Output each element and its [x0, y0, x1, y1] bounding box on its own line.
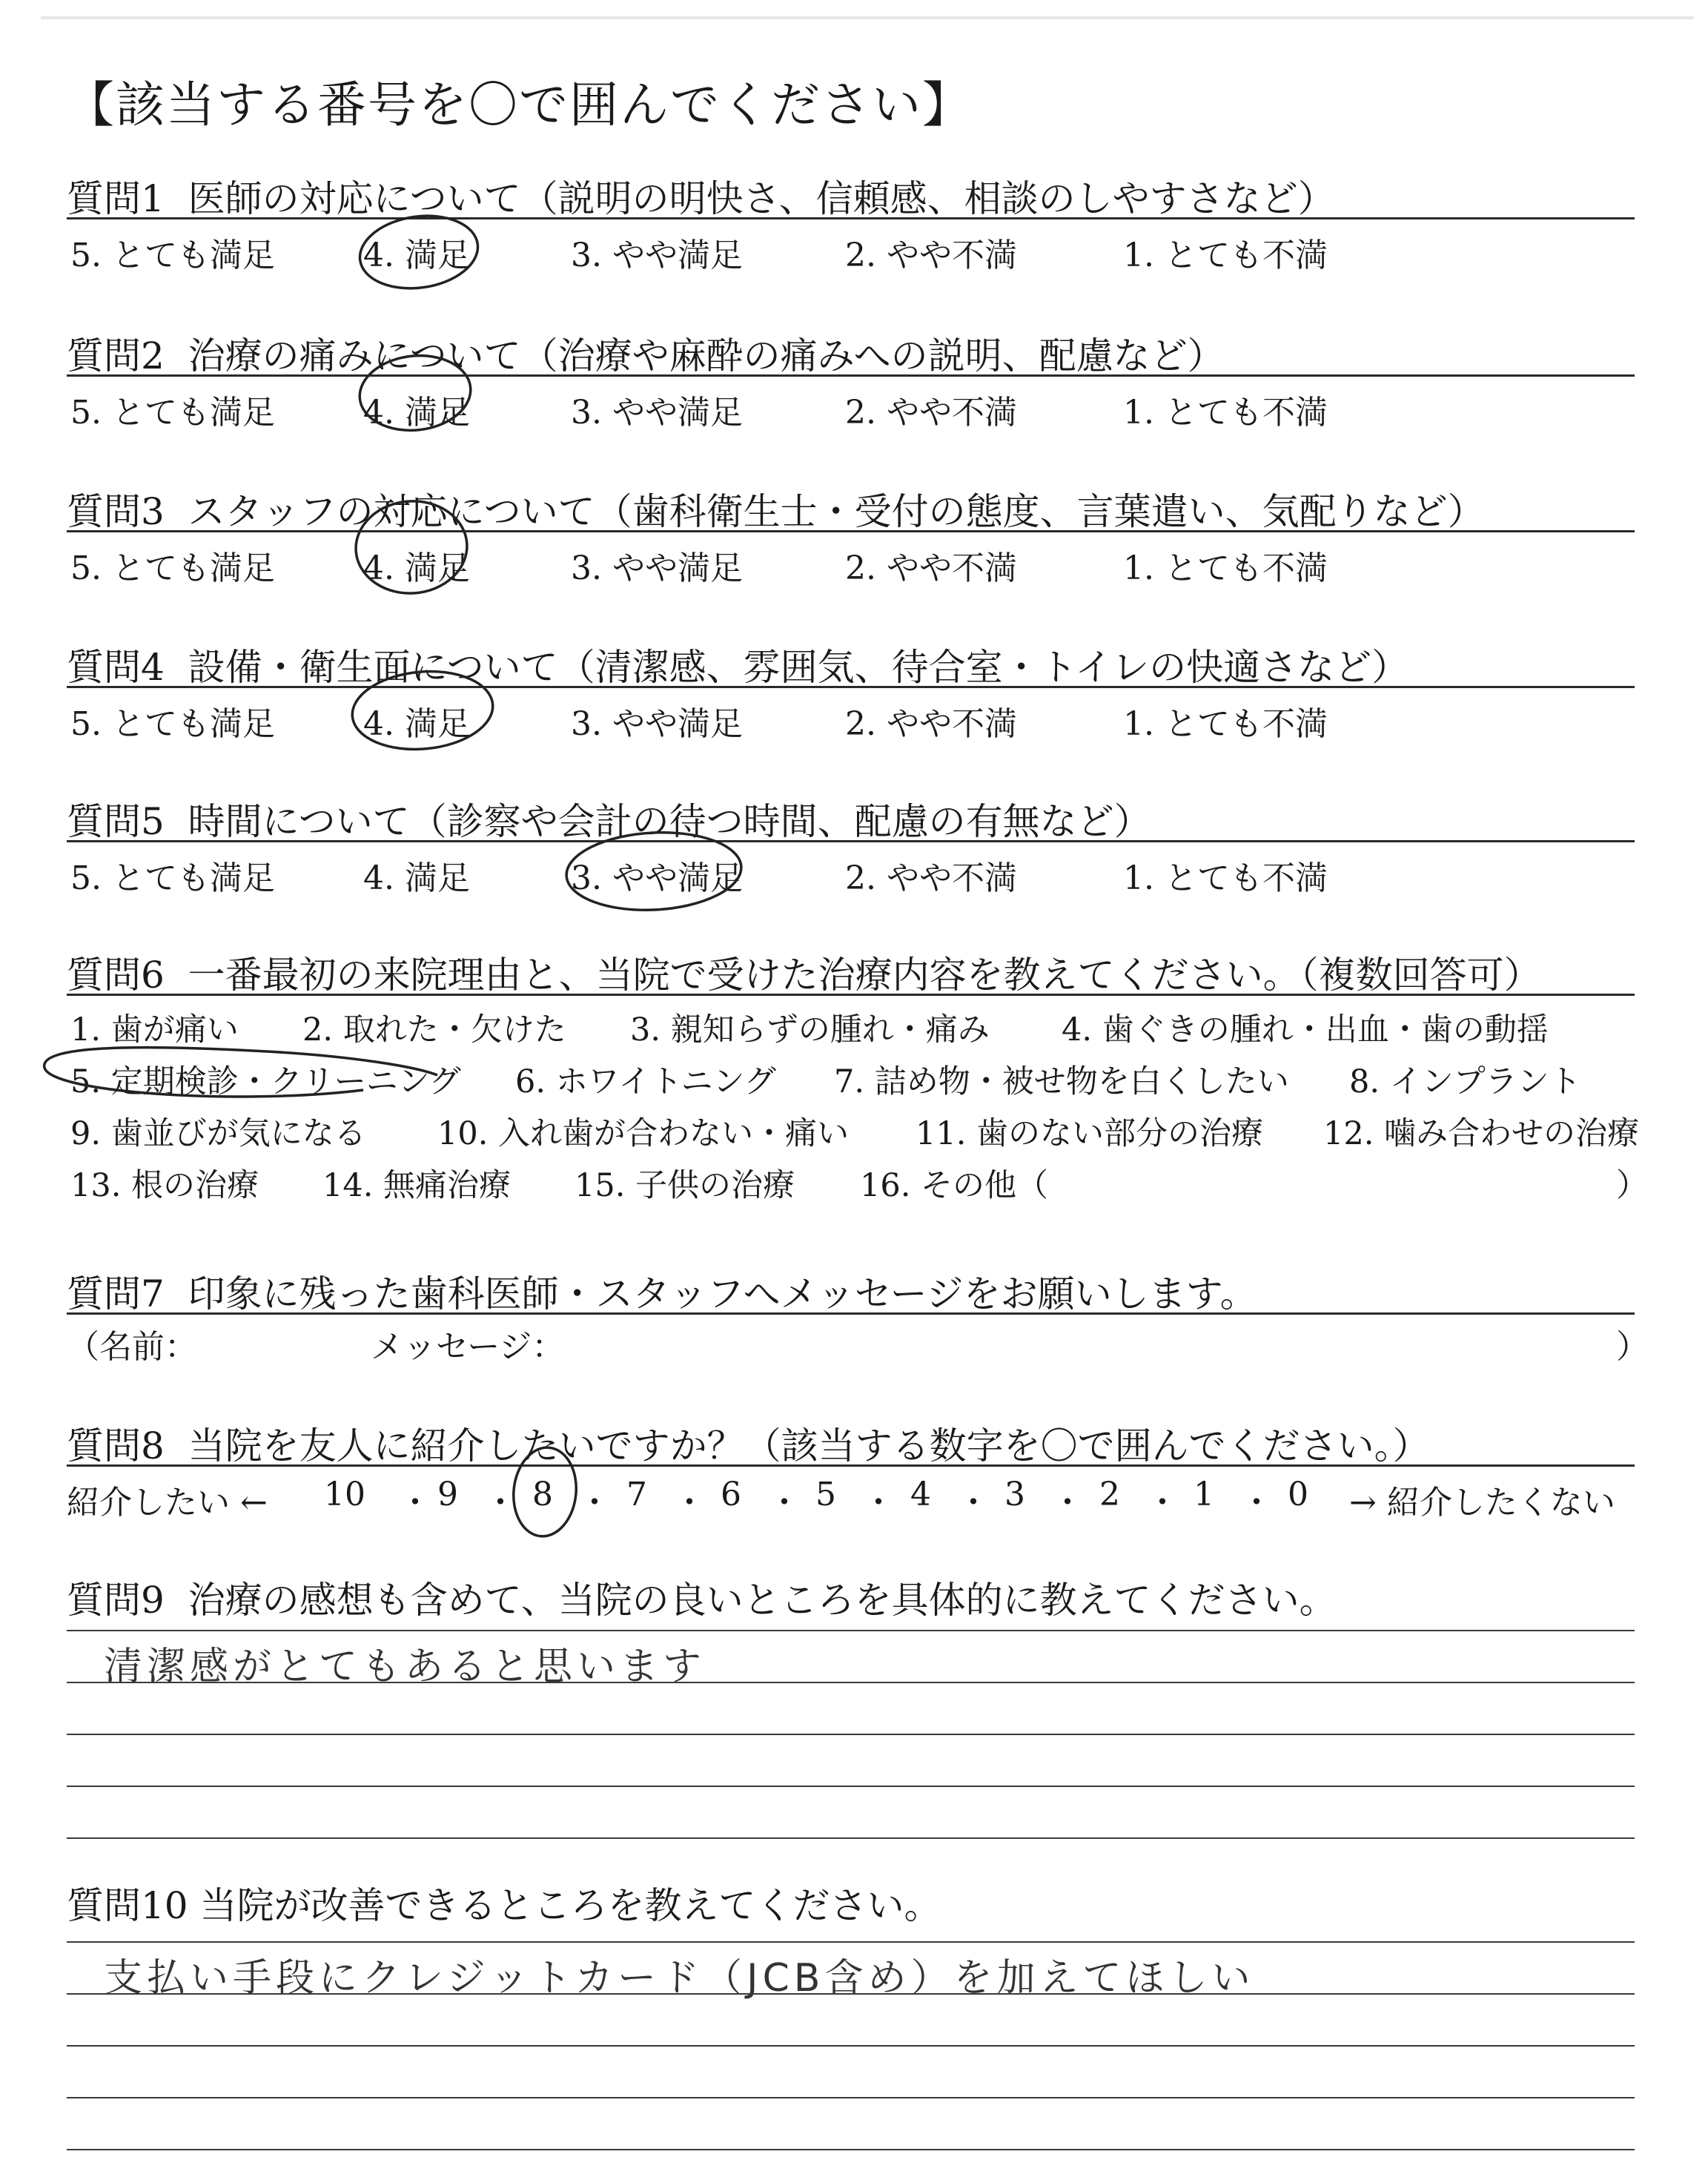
q8-score-7[interactable]: 7	[626, 1476, 647, 1513]
q9-text: 治療の感想も含めて、当院の良いところを具体的に教えてください。	[188, 1579, 1337, 1622]
q10-heading	[67, 1876, 941, 1929]
q2-text: 治療の痛みについて（治療や麻酔の痛みへの説明、配慮など）	[188, 334, 1225, 377]
q1-text: 医師の対応について（説明の明快さ、信頼感、相談のしやすさなど）	[188, 177, 1335, 220]
form-title: 【該当する番号を〇で囲んでください】	[65, 76, 973, 133]
q2-option-2[interactable]: 2. やや不満	[845, 394, 1017, 432]
q8-dot: ・	[768, 1484, 801, 1522]
q4-rule	[67, 686, 1635, 688]
q6-option-6[interactable]: 6. ホワイトニング	[515, 1063, 776, 1100]
q2-rule	[67, 374, 1635, 377]
q8-label: 質問8	[67, 1424, 165, 1467]
q2-option-4[interactable]: 4. 満足	[363, 394, 470, 432]
q10-handwritten-answer[interactable]: 支払い手段にクレジットカード（JCB含め）を加えてほしい	[104, 1956, 1255, 2001]
q8-dot: ・	[1240, 1484, 1273, 1522]
q5-option-4[interactable]: 4. 満足	[363, 859, 470, 897]
q4-heading	[67, 638, 1409, 691]
q9-handwritten-answer[interactable]: 清潔感がとてもあると思います	[104, 1645, 706, 1689]
q4-option-5[interactable]: 5. とても満足	[70, 705, 275, 743]
q8-score-2[interactable]: 2	[1099, 1476, 1120, 1513]
q8-right-label: → 紹介したくない	[1349, 1484, 1615, 1522]
q6-option-16[interactable]: 16. その他（	[860, 1167, 1049, 1204]
q6-label: 質問6	[67, 954, 165, 997]
q4-option-2[interactable]: 2. やや不満	[845, 705, 1017, 743]
q3-option-4[interactable]: 4. 満足	[363, 549, 470, 587]
q9-answer-line	[67, 1786, 1635, 1787]
q8-dot: ・	[957, 1484, 990, 1522]
q8-dot: ・	[1051, 1484, 1084, 1522]
q9-label: 質問9	[67, 1579, 165, 1622]
q1-option-5[interactable]: 5. とても満足	[70, 237, 275, 274]
q8-dot: ・	[484, 1484, 517, 1522]
q7-label: 質問7	[67, 1272, 165, 1315]
q10-label: 質問10	[67, 1884, 188, 1927]
q4-label: 質問4	[67, 646, 165, 689]
q3-option-5[interactable]: 5. とても満足	[70, 549, 275, 587]
q6-heading	[67, 945, 1541, 999]
q6-option-15[interactable]: 15. 子供の治療	[575, 1167, 795, 1204]
q5-option-5[interactable]: 5. とても満足	[70, 859, 275, 897]
q1-option-2[interactable]: 2. やや不満	[845, 237, 1017, 274]
q6-option-4[interactable]: 4. 歯ぐきの腫れ・出血・歯の動揺	[1062, 1011, 1549, 1048]
q1-heading	[67, 169, 1335, 222]
q8-score-4[interactable]: 4	[910, 1476, 931, 1513]
q7-message-field[interactable]: メッセージ：	[371, 1328, 565, 1366]
q3-option-1[interactable]: 1. とても不満	[1123, 549, 1328, 587]
q8-score-3[interactable]: 3	[1004, 1476, 1025, 1513]
q8-score-10[interactable]: 10	[324, 1476, 365, 1513]
q7-heading	[67, 1264, 1257, 1318]
q6-option-11[interactable]: 11. 歯のない部分の治療	[916, 1115, 1264, 1152]
q9-answer-line	[67, 1682, 1635, 1683]
q6-option-2[interactable]: 2. 取れた・欠けた	[302, 1011, 566, 1048]
q1-option-4[interactable]: 4. 満足	[363, 237, 470, 274]
q1-option-3[interactable]: 3. やや満足	[571, 237, 743, 274]
q8-score-5[interactable]: 5	[815, 1476, 836, 1513]
q2-option-1[interactable]: 1. とても不満	[1123, 394, 1328, 432]
q3-option-2[interactable]: 2. やや不満	[845, 549, 1017, 587]
q7-rule	[67, 1312, 1635, 1315]
q10-answer-line	[67, 1993, 1635, 1995]
q8-text: 当院を友人に紹介したいですか？（該当する数字を〇で囲んでください。）	[188, 1424, 1430, 1467]
q10-answer-line	[67, 1941, 1635, 1943]
q10-text: 当院が改善できるところを教えてください。	[199, 1884, 941, 1927]
q9-answer-line	[67, 1734, 1635, 1735]
q8-dot: ・	[399, 1484, 431, 1522]
q6-option-13[interactable]: 13. 根の治療	[70, 1167, 259, 1204]
q4-option-4[interactable]: 4. 満足	[363, 705, 470, 743]
q9-heading	[67, 1571, 1337, 1624]
q3-text: スタッフの対応について（歯科衛生士・受付の態度、言葉遣い、気配りなど）	[188, 490, 1485, 533]
q3-option-3[interactable]: 3. やや満足	[571, 549, 743, 587]
q8-score-0[interactable]: 0	[1288, 1476, 1308, 1513]
q4-option-3[interactable]: 3. やや満足	[571, 705, 743, 743]
q8-dot: ・	[673, 1484, 706, 1522]
q8-score-1[interactable]: 1	[1194, 1476, 1214, 1513]
q3-label: 質問3	[67, 490, 165, 533]
q8-left-label: 紹介したい ←	[67, 1484, 268, 1522]
q5-label: 質問5	[67, 800, 165, 843]
q5-rule	[67, 840, 1635, 842]
q4-text: 設備・衛生面について（清潔感、雰囲気、待合室・トイレの快適さなど）	[188, 646, 1409, 689]
q5-option-2[interactable]: 2. やや不満	[845, 859, 1017, 897]
q9-answer-line	[67, 1630, 1635, 1631]
q2-label: 質問2	[67, 334, 165, 377]
q7-name-field[interactable]: （名前：	[67, 1328, 197, 1366]
q1-label: 質問1	[67, 177, 165, 220]
q8-score-9[interactable]: 9	[437, 1476, 458, 1513]
q2-option-3[interactable]: 3. やや満足	[571, 394, 743, 432]
q3-heading	[67, 482, 1485, 535]
q6-option-14[interactable]: 14. 無痛治療	[322, 1167, 512, 1204]
q6-option-7[interactable]: 7. 詰め物・被せ物を白くしたい	[834, 1063, 1289, 1100]
q9-answer-line	[67, 1837, 1635, 1839]
q7-close-paren: ）	[1616, 1328, 1649, 1366]
q5-option-3[interactable]: 3. やや満足	[571, 859, 743, 897]
q6-option-1[interactable]: 1. 歯が痛い	[70, 1011, 239, 1048]
q8-score-8[interactable]: 8	[532, 1476, 553, 1513]
q5-text: 時間について（診察や会計の待つ時間、配慮の有無など）	[188, 800, 1151, 843]
q8-score-6[interactable]: 6	[721, 1476, 741, 1513]
q6-option-5[interactable]: 5. 定期検診・クリーニング	[70, 1063, 461, 1100]
q3-rule	[67, 530, 1635, 532]
q1-rule	[67, 217, 1635, 219]
q5-heading	[67, 792, 1151, 845]
q6-text: 一番最初の来院理由と、当院で受けた治療内容を教えてください。（複数回答可）	[188, 954, 1541, 997]
q8-rule	[67, 1464, 1635, 1467]
q10-answer-line	[67, 2045, 1635, 2047]
q8-heading	[67, 1416, 1430, 1470]
q6-other-close-paren: ）	[1616, 1167, 1648, 1204]
q5-option-1[interactable]: 1. とても不満	[1123, 859, 1328, 897]
q1-option-1[interactable]: 1. とても不満	[1123, 237, 1328, 274]
q7-text: 印象に残った歯科医師・スタッフへメッセージをお願いします。	[188, 1272, 1257, 1315]
q6-rule	[67, 994, 1635, 996]
q2-option-5[interactable]: 5. とても満足	[70, 394, 275, 432]
q2-heading	[67, 326, 1225, 380]
q8-dot: ・	[578, 1484, 611, 1522]
q8-dot: ・	[862, 1484, 895, 1522]
q10-answer-line	[67, 2149, 1635, 2150]
q10-answer-line	[67, 2097, 1635, 2098]
q6-option-3[interactable]: 3. 親知らずの腫れ・痛み	[630, 1011, 990, 1048]
scan-top-edge	[41, 16, 1694, 19]
q6-option-9[interactable]: 9. 歯並びが気になる	[70, 1115, 366, 1152]
q6-option-10[interactable]: 10. 入れ歯が合わない・痛い	[437, 1115, 850, 1152]
q8-dot: ・	[1146, 1484, 1179, 1522]
q6-option-12[interactable]: 12. 噛み合わせの治療	[1323, 1115, 1640, 1152]
q4-option-1[interactable]: 1. とても不満	[1123, 705, 1328, 743]
q6-option-8[interactable]: 8. インプラント	[1349, 1063, 1581, 1100]
